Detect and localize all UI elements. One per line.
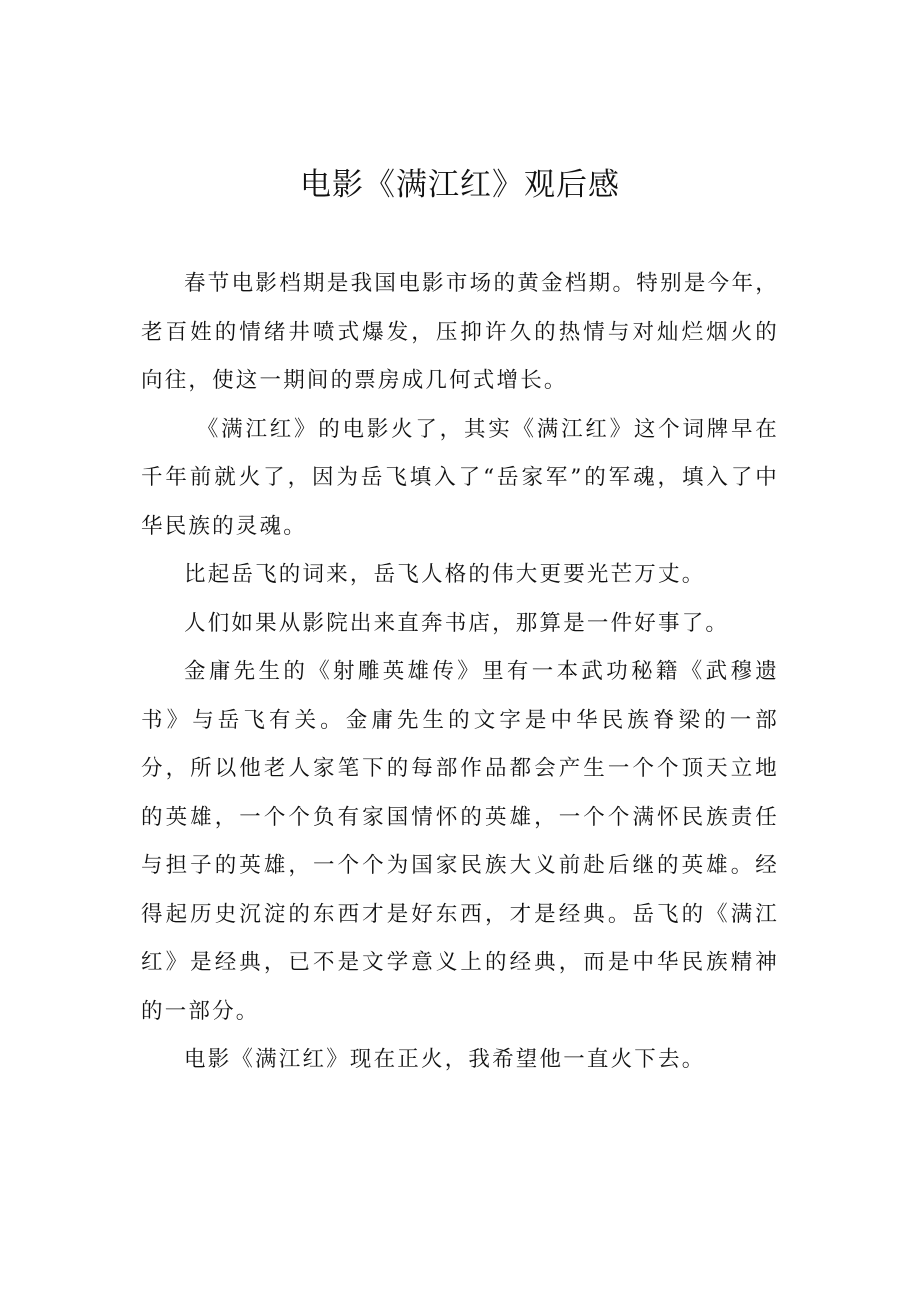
paragraph-2: 《满江红》的电影火了，其实《满江红》这个词牌早在千年前就火了，因为岳飞填入了“岳家军”的军魂，填入了中华民族的灵魂。 bbox=[141, 416, 779, 539]
paragraph-5: 金庸先生的《射雕英雄传》里有一本武功秘籍《武穆遗书》与岳飞有关。金庸先生的文字是中华民族脊梁的一部分，所以他老人家笔下的每部作品都会产生一个个顶天立地的英雄，一个个负有家国情怀的英雄，一个个满怀民族责任与担子的英雄，一个个为国家民族大义前赴后继的英雄。经得起历史沉淀的东西才是好东西，才是经典。岳飞的《满江红》是经典，已不是文学意义上的经典，而是中华民族精神的一部分。 bbox=[141, 659, 779, 1024]
page-title: 电影《满江红》观后感 bbox=[300, 167, 620, 203]
paragraph-1: 春节电影档期是我国电影市场的黄金档期。特别是今年，老百姓的情绪井喷式爆发，压抑许久的热情与对灿烂烟火的向往，使这一期间的票房成几何式增长。 bbox=[141, 271, 779, 393]
paragraph-4: 人们如果从影院出来直奔书店，那算是一件好事了。 bbox=[184, 610, 730, 636]
document-body bbox=[141, 260, 779, 1085]
paragraph-3: 比起岳飞的词来，岳飞人格的伟大更要光芒万丈。 bbox=[184, 562, 706, 587]
paragraph-6: 电影《满江红》现在正火，我希望他一直火下去。 bbox=[184, 1047, 706, 1072]
